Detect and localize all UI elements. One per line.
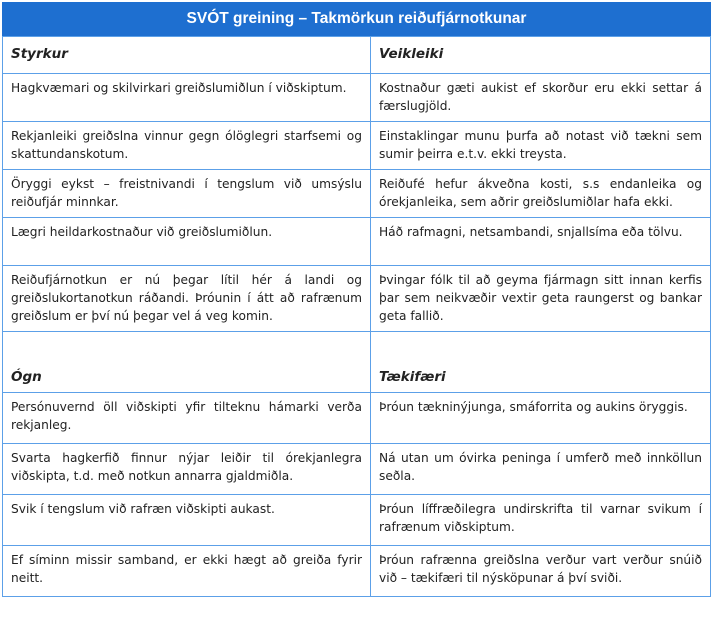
table-row	[3, 74, 711, 122]
table-row	[3, 266, 711, 332]
table-row	[3, 170, 711, 218]
header-row-bottom	[3, 332, 711, 393]
threat-cell: Svik í tengslum við rafræn viðskipti aukast.	[3, 495, 371, 546]
header-row-top	[3, 37, 711, 74]
opportunity-cell: Þróun rafrænna greiðslna verður vart verður snúið við – tækifæri til nýsköpunar á því sviði.	[371, 546, 711, 597]
strength-cell: Öryggi eykst – freistnivandi í tengslum við umsýslu reiðufjár minnkar.	[3, 170, 371, 218]
opportunity-cell: Þróun líffræðilegra undirskrifta til varnar svikum í rafrænum viðskiptum.	[371, 495, 711, 546]
strength-cell: Rekjanleiki greiðslna vinnur gegn ólöglegri starfsemi og skattundanskotum.	[3, 122, 371, 170]
table-row	[3, 218, 711, 266]
strengths-header: Styrkur	[3, 37, 371, 74]
document-title: SVÓT greining – Takmörkun reiðufjárnotkunar	[2, 2, 711, 36]
strength-cell: Lægri heildarkostnaður við greiðslumiðlun.	[3, 218, 371, 266]
weakness-cell: Þvingar fólk til að geyma fjármagn sitt innan kerfis þar sem neikvæðir vextir geta raungerst og bankar geta fallið.	[371, 266, 711, 332]
opportunity-cell: Þróun tækninýjunga, smáforrita og aukins öryggis.	[371, 393, 711, 444]
table-row	[3, 546, 711, 597]
swot-table	[2, 36, 711, 597]
table-row	[3, 122, 711, 170]
weakness-cell: Reiðufé hefur ákveðna kosti, s.s endanleika og órekjanleika, sem aðrir greiðslumiðlar hafa ekki.	[371, 170, 711, 218]
table-row	[3, 495, 711, 546]
weakness-cell: Háð rafmagni, netsambandi, snjallsíma eða tölvu.	[371, 218, 711, 266]
weakness-cell: Einstaklingar munu þurfa að notast við tækni sem sumir þeirra e.t.v. ekki treysta.	[371, 122, 711, 170]
threat-cell: Persónuvernd öll viðskipti yfir tilteknu hámarki verða rekjanleg.	[3, 393, 371, 444]
swot-document	[2, 2, 711, 597]
strength-cell: Reiðufjárnotkun er nú þegar lítil hér á landi og greiðslukortanotkun ráðandi. Þróunin í átt að rafrænum greiðslum er því nú þegar vel á veg komin.	[3, 266, 371, 332]
threats-header: Ógn	[3, 332, 371, 393]
threat-cell: Ef síminn missir samband, er ekki hægt að greiða fyrir neitt.	[3, 546, 371, 597]
table-row	[3, 393, 711, 444]
weakness-cell: Kostnaður gæti aukist ef skorður eru ekki settar á færslugjöld.	[371, 74, 711, 122]
opportunity-cell: Ná utan um óvirka peninga í umferð með innköllun seðla.	[371, 444, 711, 495]
table-row	[3, 444, 711, 495]
threat-cell: Svarta hagkerfið finnur nýjar leiðir til órekjanlegra viðskipta, t.d. með notkun annarra gjaldmiðla.	[3, 444, 371, 495]
opportunities-header: Tækifæri	[371, 332, 711, 393]
weaknesses-header: Veikleiki	[371, 37, 711, 74]
strength-cell: Hagkvæmari og skilvirkari greiðslumiðlun í viðskiptum.	[3, 74, 371, 122]
